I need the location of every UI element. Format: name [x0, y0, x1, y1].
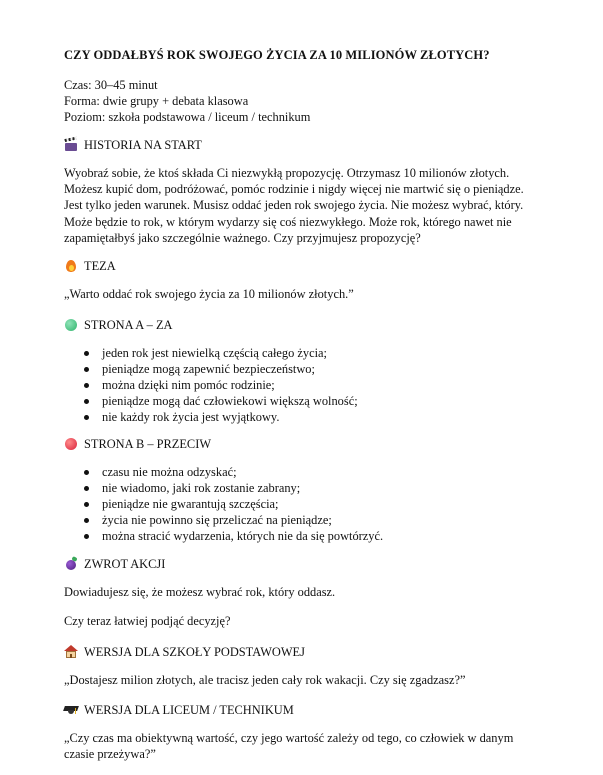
graduation-cap-icon — [64, 703, 78, 717]
list-item: można dzięki nim pomóc rodzinie; — [64, 377, 534, 393]
red-circle-icon — [64, 437, 78, 451]
document-title: CZY ODDAŁBYŚ ROK SWOJEGO ŻYCIA ZA 10 MILIONÓW ZŁOTYCH? — [64, 48, 490, 62]
zwrot-text-2: Czy teraz łatwiej podjąć decyzję? — [64, 614, 231, 628]
list-item: pieniądze mogą dać człowiekowi większą wolność; — [64, 393, 534, 409]
eggplant-icon — [64, 557, 78, 571]
teza-text: „Warto oddać rok swojego życia za 10 milionów złotych.” — [64, 287, 354, 301]
liceum-text: „Czy czas ma obiektywną wartość, czy jego wartość zależy od tego, co człowiek w danym czasie przeżywa?” — [64, 731, 514, 762]
heading-historia-label: HISTORIA NA START — [84, 137, 202, 152]
lesson-meta — [64, 77, 542, 126]
list-item: czasu nie można odzyskać; — [64, 464, 534, 480]
strona-a-list — [64, 345, 534, 425]
heading-liceum-label: WERSJA DLA LICEUM / TECHNIKUM — [84, 702, 294, 717]
list-item: życia nie powinno się przeliczać na pieniądze; — [64, 512, 534, 528]
heading-strona-b-label: STRONA B – PRZECIW — [84, 436, 212, 451]
section-heading-strona-b — [64, 435, 542, 453]
clapper-board-icon — [64, 138, 78, 152]
fire-icon — [64, 259, 78, 273]
meta-poziom: Poziom: szkoła podstawowa / liceum / technikum — [64, 110, 311, 125]
heading-teza-label: TEZA — [84, 258, 116, 273]
heading-szkola-label: WERSJA DLA SZKOŁY PODSTAWOWEJ — [84, 644, 305, 659]
section-heading-zwrot — [64, 555, 542, 573]
meta-forma: Forma: dwie grupy + debata klasowa — [64, 94, 249, 109]
green-circle-icon — [64, 318, 78, 332]
section-heading-szkola — [64, 643, 542, 661]
list-item: nie każdy rok życia jest wyjątkowy. — [64, 409, 534, 425]
historia-text: Wyobraź sobie, że ktoś składa Ci niezwykłą propozycję. Otrzymasz 10 milionów złotych. Możesz kupić dom, podróżować, pomóc rodzinie i nigdy więcej nie martwić się o pieniądze. Jest tylko jeden warunek. Musisz oddać jeden rok swojego życia. Nie możesz wybrać, który. Może będzie to rok, w którym wydarzy się coś niezwykłego. Może rok, którego nawet nie zapamiętałbyś jako szczególnie ważnego. Czy przyjmujesz propozycję? — [64, 166, 524, 245]
heading-strona-a-label: STRONA A – ZA — [84, 317, 173, 332]
strona-b-list — [64, 464, 534, 544]
list-item: nie wiadomo, jaki rok zostanie zabrany; — [64, 480, 534, 496]
list-item: pieniądze mogą zapewnić bezpieczeństwo; — [64, 361, 534, 377]
list-item: można stracić wydarzenia, których nie da się powtórzyć. — [64, 528, 534, 544]
section-heading-strona-a — [64, 316, 542, 334]
zwrot-text-1: Dowiadujesz się, że możesz wybrać rok, który oddasz. — [64, 585, 336, 599]
school-icon — [64, 645, 78, 659]
section-heading-liceum — [64, 701, 542, 719]
heading-zwrot-label: ZWROT AKCJI — [84, 556, 166, 571]
szkola-text: „Dostajesz milion złotych, ale tracisz jeden cały rok wakacji. Czy się zgadzasz?” — [64, 673, 466, 687]
section-heading-historia — [64, 136, 542, 154]
list-item: jeden rok jest niewielką częścią całego życia; — [64, 345, 534, 361]
meta-czas: Czas: 30–45 minut — [64, 78, 158, 92]
section-heading-teza — [64, 257, 542, 275]
list-item: pieniądze nie gwarantują szczęścia; — [64, 496, 534, 512]
